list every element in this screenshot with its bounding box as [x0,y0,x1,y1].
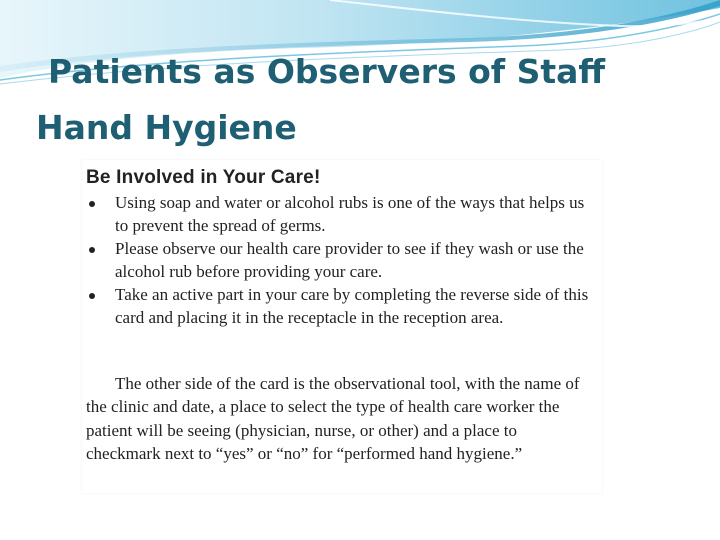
slide-title-line-1: Patients as Observers of Staff [48,52,606,91]
bullet-dot-icon [89,293,95,299]
card-bullet-item [82,238,597,283]
slide-title-line-2: Hand Hygiene [36,108,297,147]
card-bullet-item [82,284,597,329]
bullet-dot-icon [89,247,95,253]
card-paragraph: The other side of the card is the observational tool, with the name of the clinic and date, a place to select the type of health care worker the patient will be seeing (physician, nurse, or other) and a place to checkmark next to “yes” or “no” for “performed hand hygiene.” [86,374,580,464]
card-heading: Be Involved in Your Care! [86,167,321,188]
patient-card-image [82,160,602,493]
card-bullet-text: Using soap and water or alcohol rubs is one of the ways that helps us to prevent the spread of germs. [115,193,585,235]
bullet-dot-icon [89,201,95,207]
card-bullet-item [82,192,597,237]
card-bullet-list [82,192,597,330]
slide-title [36,44,676,156]
card-bullet-text: Take an active part in your care by completing the reverse side of this card and placing it in the receptacle in the reception area. [115,285,589,327]
card-bullet-text: Please observe our health care provider to see if they wash or use the alcohol rub before providing your care. [115,239,584,281]
